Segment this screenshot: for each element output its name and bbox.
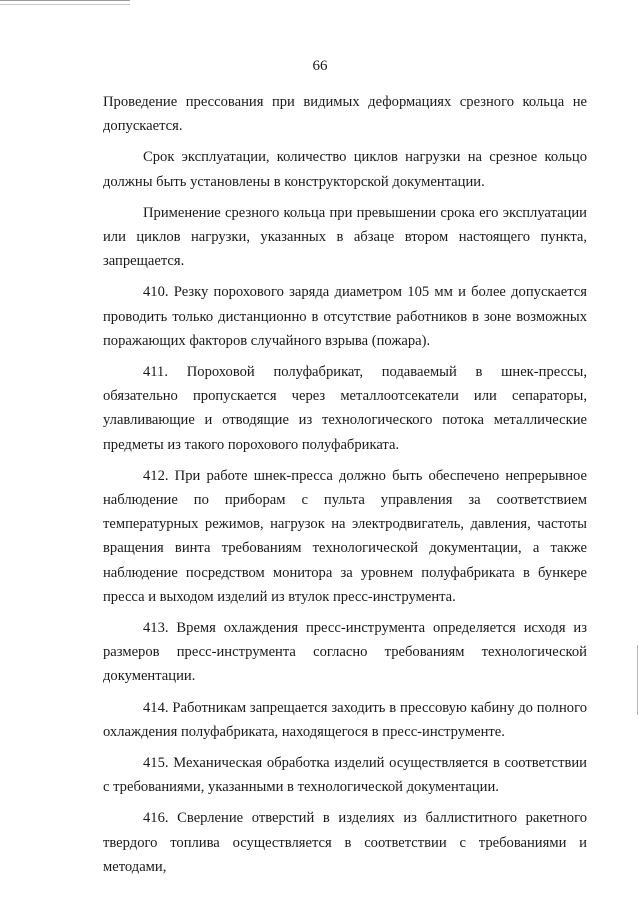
paragraph-412: 412. При работе шнек-пресса должно быть обеспечено непрерывное наблюдение по приборам с пульта управления за соответствием температурных режимов, нагрузок на электродвигатель, давления, частоты вращения винта требованиям технологической документации, а также наблюдение посредством монитора за уровнем полуфабриката в бункере пресса и выходом изделий из втулок пресс-инструмента. <box>103 467 587 605</box>
paragraph-service-life: Срок эксплуатации, количество циклов нагрузки на срезное кольцо должны быть установлены в конструкторской документации. <box>103 149 587 190</box>
paragraph-416: 416. Сверление отверстий в изделиях из баллиститного ракетного твердого топлива осуществляется в соответствии с требованиями и методами, <box>103 810 587 875</box>
paragraph-415: 415. Механическая обработка изделий осуществляется в соответствии с требованиями, указанными в технологической документации. <box>103 755 587 796</box>
paragraph-ring-prohibition: Применение срезного кольца при превышении срока его эксплуатации или циклов нагрузки, указанных в абзаце втором настоящего пункта, запрещается. <box>103 204 587 270</box>
scan-edge-mark <box>0 0 130 5</box>
paragraph-413: 413. Время охлаждения пресс-инструмента определяется исходя из размеров пресс-инструмента согласно требованиям технологической документации. <box>103 620 587 685</box>
paragraph-continuation: Проведение прессования при видимых деформациях срезного кольца не допускается. <box>103 94 587 135</box>
document-body <box>103 90 587 886</box>
paragraph-410: 410. Резку порохового заряда диаметром 105 мм и более допускается проводить только дистанционно в отсутствие работников в зоне возможных поражающих факторов случайного взрыва (пожара). <box>103 284 587 349</box>
scan-edge-mark-right <box>637 645 638 715</box>
paragraph-411: 411. Пороховой полуфабрикат, подаваемый в шнек-прессы, обязательно пропускается через металлоотсекатели или сепараторы, улавливающие и отводящие из технологического потока металлические предметы из такого порохового полуфабриката. <box>103 364 587 453</box>
paragraph-414: 414. Работникам запрещается заходить в прессовую кабину до полного охлаждения полуфабриката, находящегося в пресс-инструменте. <box>103 699 587 740</box>
page-number: 66 <box>312 58 328 74</box>
